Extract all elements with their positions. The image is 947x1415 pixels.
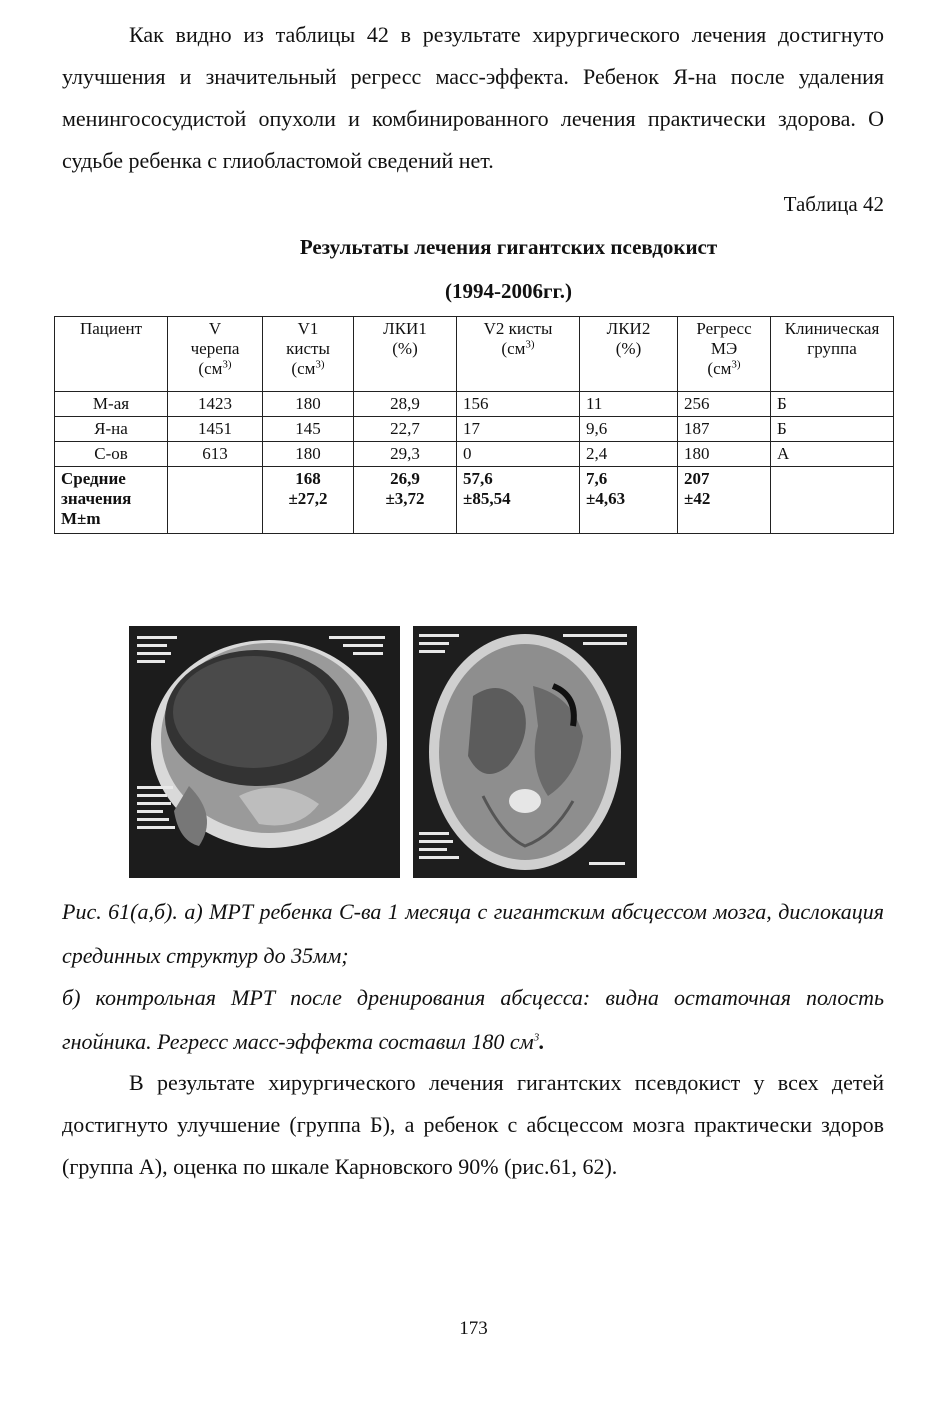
table-row: Я-на 1451 145 22,7 17 9,6 187 Б xyxy=(55,417,894,442)
table-header-row xyxy=(55,317,894,392)
header-lki2: ЛКИ2 (%) xyxy=(580,317,678,392)
table-title-years: (1994-2006гг.) xyxy=(445,279,572,303)
intro-paragraph: Как видно из таблицы 42 в результате хирургического лечения достигнуто улучшения и значительный регресс масс-эффекта. Ребенок Я-на после удаления менингососудистой опухоли и комбинированного лечения практически здорова. О судьбе ребенка с глиобластомой сведений нет. xyxy=(62,22,884,173)
header-lki1: ЛКИ1 (%) xyxy=(354,317,457,392)
header-regress: Регресс МЭ ($см^{3)}$ xyxy=(678,317,771,392)
results-table xyxy=(54,316,894,534)
table-mean-row: Средние значения M±m 168 ±27,2 26,9 ±3,72 57,6 ±85,54 7,6 ±4,63 207 ±42 xyxy=(55,467,894,534)
header-patient: Пациент xyxy=(55,317,168,392)
table-title: Результаты лечения гигантских псевдокист xyxy=(299,235,718,259)
mean-label: Средние значения M±m xyxy=(55,467,168,534)
table-number: Таблица 42 xyxy=(783,192,884,216)
header-v-skull: V черепа ($см^{3)}$ xyxy=(168,317,263,392)
conclusion-paragraph: В результате хирургического лечения гигантских псевдокист у всех детей достигнуто улучшение (группа Б), а ребенок с абсцессом мозга практически здоров (группа А), оценка по шкале Карновского 90% (рис.61, 62). xyxy=(62,1070,884,1179)
table-row: М-ая 1423 180 28,9 156 11 256 Б xyxy=(55,392,894,417)
figure-caption-a: Рис. 61(а,б). а) МРТ ребенка С-ва 1 месяца с гигантским абсцессом мозга, дислокация срединных структур до 35мм; xyxy=(62,899,884,968)
page-number: 173 xyxy=(459,1318,488,1339)
header-clinical-group: Клиническая группа xyxy=(771,317,894,392)
header-v2: V2 кисты ($см^{3)}$ xyxy=(457,317,580,392)
table-row: С-ов 613 180 29,3 0 2,4 180 А xyxy=(55,442,894,467)
header-v1: V1 кисты ($см^{3)}$ xyxy=(263,317,354,392)
mri-image-a xyxy=(129,626,400,878)
mri-image-b xyxy=(413,626,637,878)
figure-caption-b: б) контрольная МРТ после дренирования абсцесса: видна остаточная полость гнойника. Регресс масс-эффекта составил 180 $см^3$. xyxy=(62,985,884,1054)
